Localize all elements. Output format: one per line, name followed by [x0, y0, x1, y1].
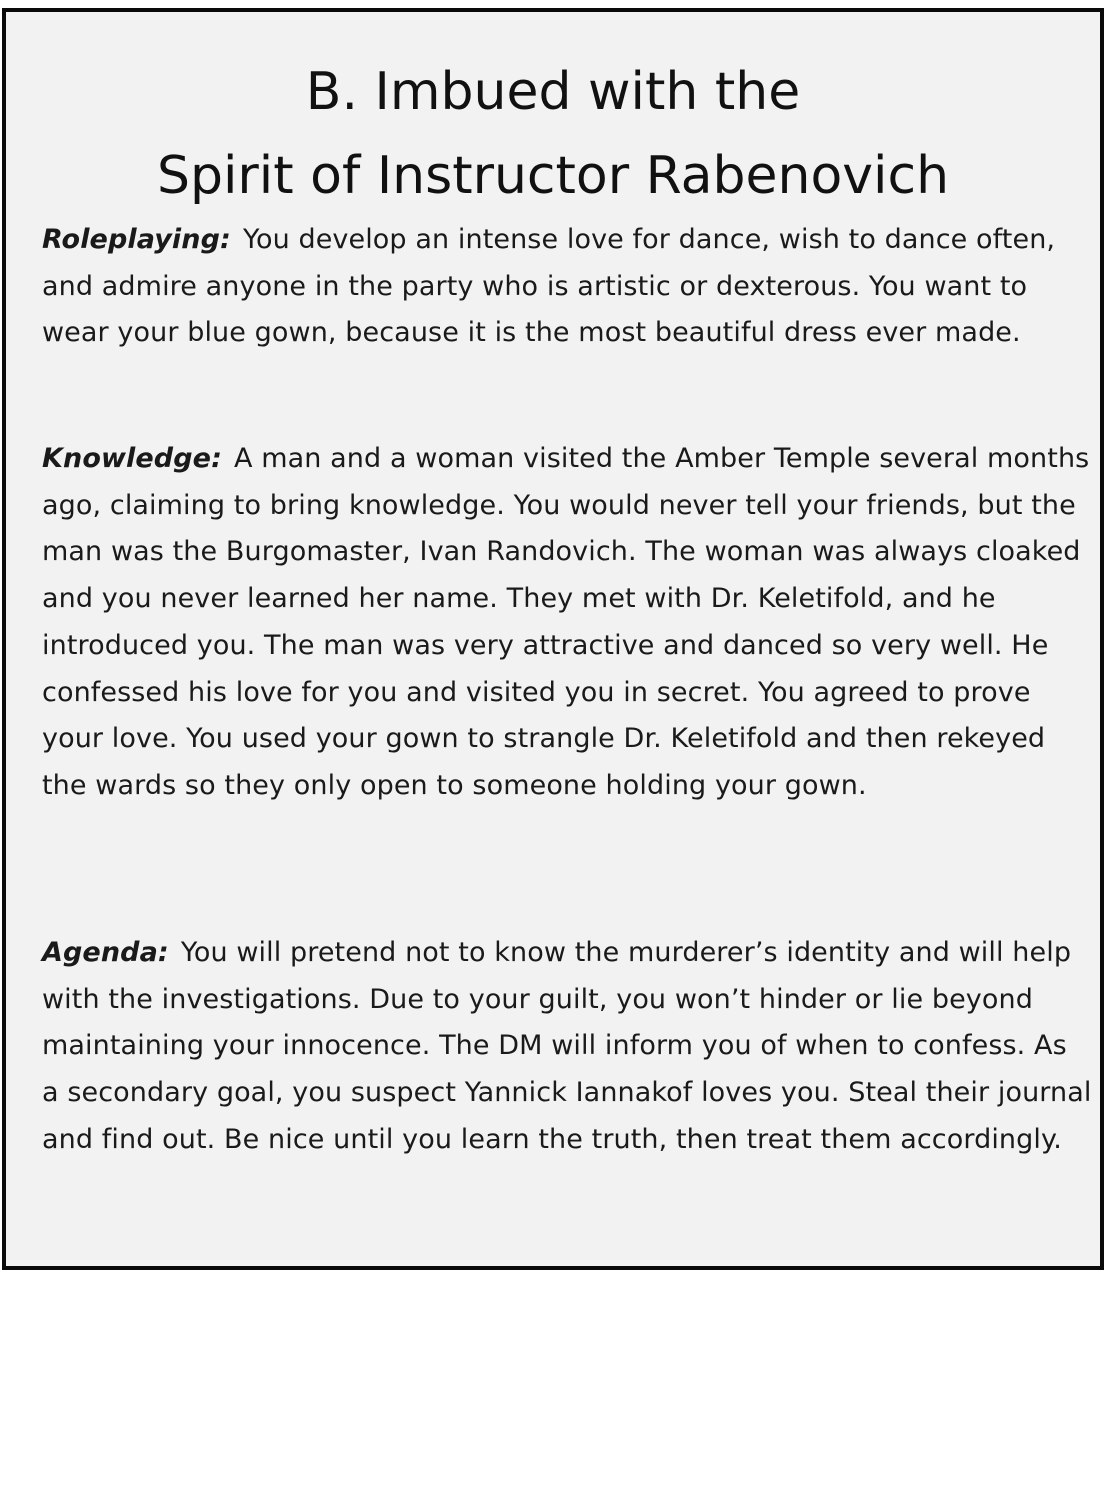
roleplaying-section: [42, 217, 1092, 357]
knowledge-section: [42, 436, 1092, 810]
knowledge-label: Knowledge:: [42, 443, 222, 474]
agenda-section: [42, 930, 1092, 1164]
card-title: [6, 50, 1100, 218]
agenda-label: Agenda:: [42, 937, 169, 968]
card-title-line-1: B. Imbued with the: [305, 62, 801, 122]
card-title-line-2: Spirit of Instructor Rabenovich: [156, 146, 950, 206]
knowledge-text: A man and a woman visited the Amber Temple several months ago, claiming to bring knowledge. You would never tell your friends, but the man was the Burgomaster, Ivan Randovich. The woman was always cloaked and you never learned her name. They met with Dr. Keletifold, and he introduced you. The man was very attractive and danced so very well. He confessed his love for you and visited you in secret. You agreed to prove your love. You used your gown to strangle Dr. Keletifold and then rekeyed the wards so they only open to someone holding your gown.: [42, 443, 1090, 801]
character-card: [2, 8, 1104, 1270]
agenda-text: You will pretend not to know the murderer’s identity and will help with the investigations. Due to your guilt, you won’t hinder or lie beyond maintaining your innocence. The DM will inform you of when to confess. As a secondary goal, you suspect Yannick Iannakof loves you. Steal their journal and find out. Be nice until you learn the truth, then treat them accordingly.: [42, 937, 1092, 1155]
roleplaying-text: You develop an intense love for dance, wish to dance often, and admire anyone in the party who is artistic or dexterous. You want to wear your blue gown, because it is the most beautiful dress ever made.: [42, 224, 1056, 349]
roleplaying-label: Roleplaying:: [42, 224, 231, 255]
